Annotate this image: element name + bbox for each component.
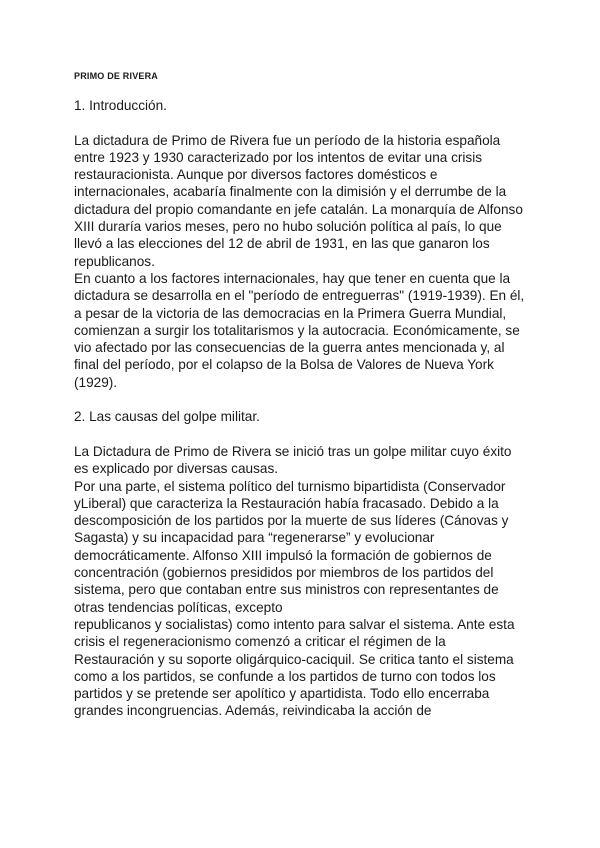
section-heading-introduccion: 1. Introducción.: [74, 98, 167, 113]
paragraph: La dictadura de Primo de Rivera fue un período de la historia española entre 1923 y 1930 caracterizado por los intentos de evitar una crisis restauracionista. Aunque por diversos factores domésticos e internacionales, acabaría finalmente con la dimisión y el derrumbe de la dictadura del propio comandante en jefe catalán. La monarquía de Alfonso XIII duraría varios meses, pero no hubo solución política al país, lo que llevó a las elecciones del 12 de abril de 1931, en las que ganaron los republicanos.: [74, 132, 523, 269]
paragraph: Por una parte, el sistema político del turnismo bipartidista (Conservador yLiberal) que caracteriza la Restauración había fracasado. Debido a la descomposición de los partidos por la muerte de sus líderes (Cánovas y Sagasta) y su incapacidad para “regenerarse” y evolucionar democráticamente. Alfonso XIII impulsó la formación de gobiernos de concentración (gobiernos presididos por miembros de los partidos del sistema, pero que contaban entre sus ministros con representantes de otras tendencias políticas, excepto: [74, 478, 509, 615]
blank-line: [74, 391, 526, 408]
blank-line: [74, 114, 526, 131]
paragraph: republicanos y socialistas) como intento para salvar el sistema. Ante esta crisis el regeneracionismo comenzó a criticar el régimen de la Restauración y su soporte oligárquico-caciquil. Se critica tanto el sistema como a los partidos, se confunde a los partidos de turno con todos los partidos y se pretende ser apolítico y apartidista. Todo ello encerraba grandes incongruencias. Además, reivindicaba la acción de: [74, 616, 515, 719]
section-heading-causas: 2. Las causas del golpe militar.: [74, 409, 260, 425]
blank-line: [74, 426, 526, 443]
document-body: [74, 70, 526, 720]
paragraph: En cuanto a los factores internacionales, hay que tener en cuenta que la dictadura se desarrolla en el "período de entreguerras" (1919-1939). En él, a pesar de la victoria de las democracias en la Primera Guerra Mundial, comienzan a surgir los totalitarismos y la autocracia. Económicamente, se vio afectado por las consecuencias de la guerra antes mencionada y, al final del período, por el colapso de la Bolsa de Valores de Nueva York (1929).: [74, 270, 525, 390]
document-title: PRIMO DE RIVERA: [74, 71, 159, 81]
paragraph: La Dictadura de Primo de Rivera se inició tras un golpe militar cuyo éxito es explicado por diversas causas.: [74, 443, 512, 477]
